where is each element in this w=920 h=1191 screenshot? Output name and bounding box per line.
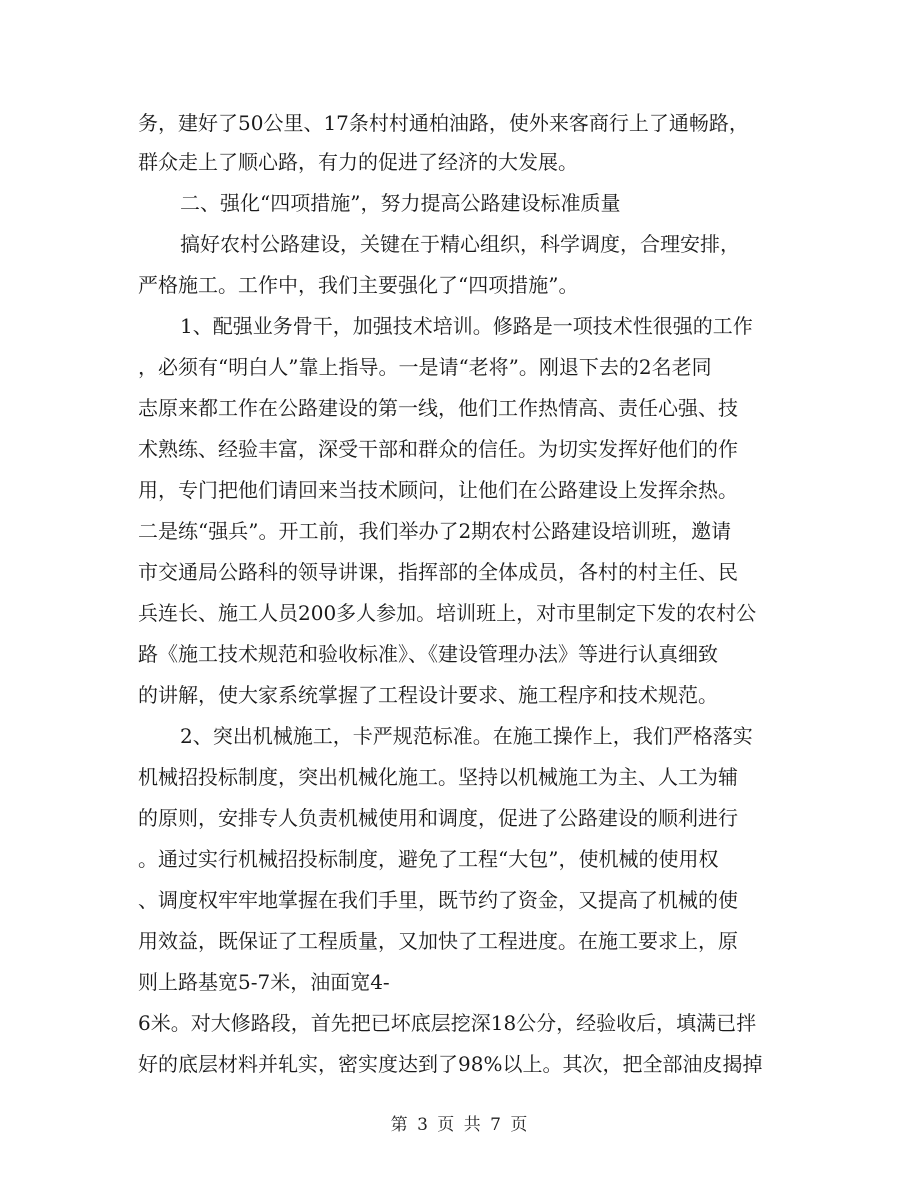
body-line: 用，专门把他们请回来当技术顾问，让他们在公路建设上发挥余热。	[138, 478, 738, 502]
body-line: 市交通局公路科的领导讲课，指挥部的全体成员，各村的村主任、民	[138, 560, 738, 584]
body-line: 务，建好了50公里、17条村村通柏油路，使外来客商行上了通畅路，	[138, 111, 749, 135]
body-line: 术熟练、经验丰富，深受干部和群众的信任。为切实发挥好他们的作	[138, 437, 738, 461]
body-line: 好的底层材料并轧实，密实度达到了98%以上。其次，把全部油皮揭掉	[138, 1052, 763, 1076]
body-line: 志原来都工作在公路建设的第一线，他们工作热情高、责任心强、技	[138, 396, 738, 420]
body-line: 用效益，既保证了工程质量，又加快了工程进度。在施工要求上，原	[138, 929, 738, 953]
section-heading: 二、强化“四项措施”，努力提高公路建设标准质量	[180, 191, 621, 215]
body-line: 的原则，安排专人负责机械使用和调度，促进了公路建设的顺利进行	[138, 806, 738, 830]
body-line: 严格施工。工作中，我们主要强化了“四项措施”。	[138, 273, 579, 297]
body-line: 机械招投标制度，突出机械化施工。坚持以机械施工为主、人工为辅	[138, 765, 738, 789]
body-line: ，必须有“明白人”靠上指导。一是请“老将”。刚退下去的2名老同	[138, 355, 712, 379]
body-line: 。通过实行机械招投标制度，避免了工程“大包”，使机械的使用权	[138, 847, 719, 871]
body-line: 6米。对大修路段，首先把已坏底层挖深18公分，经验收后，填满已拌	[138, 1011, 757, 1035]
body-line: 则上路基宽5-7米，油面宽4-	[138, 970, 390, 994]
body-line: 、调度权牢牢地掌握在我们手里，既节约了资金，又提高了机械的使	[138, 888, 738, 912]
body-line: 1、配强业务骨干，加强技术培训。修路是一项技术性很强的工作	[180, 314, 753, 338]
body-line: 路《施工技术规范和验收标准》、《建设管理办法》等进行认真细致	[138, 642, 718, 666]
page-number: 第 3 页 共 7 页	[390, 1115, 530, 1135]
body-line: 的讲解，使大家系统掌握了工程设计要求、施工程序和技术规范。	[138, 683, 718, 707]
body-line: 搞好农村公路建设，关键在于精心组织，科学调度，合理安排，	[180, 232, 740, 256]
body-line: 二是练“强兵”。开工前，我们举办了2期农村公路建设培训班，邀请	[138, 519, 732, 543]
body-line: 兵连长、施工人员200多人参加。培训班上，对市里制定下发的农村公	[138, 601, 757, 625]
body-line: 群众走上了顺心路，有力的促进了经济的大发展。	[138, 150, 578, 174]
body-line: 2、突出机械施工，卡严规范标准。在施工操作上，我们严格落实	[180, 724, 753, 748]
